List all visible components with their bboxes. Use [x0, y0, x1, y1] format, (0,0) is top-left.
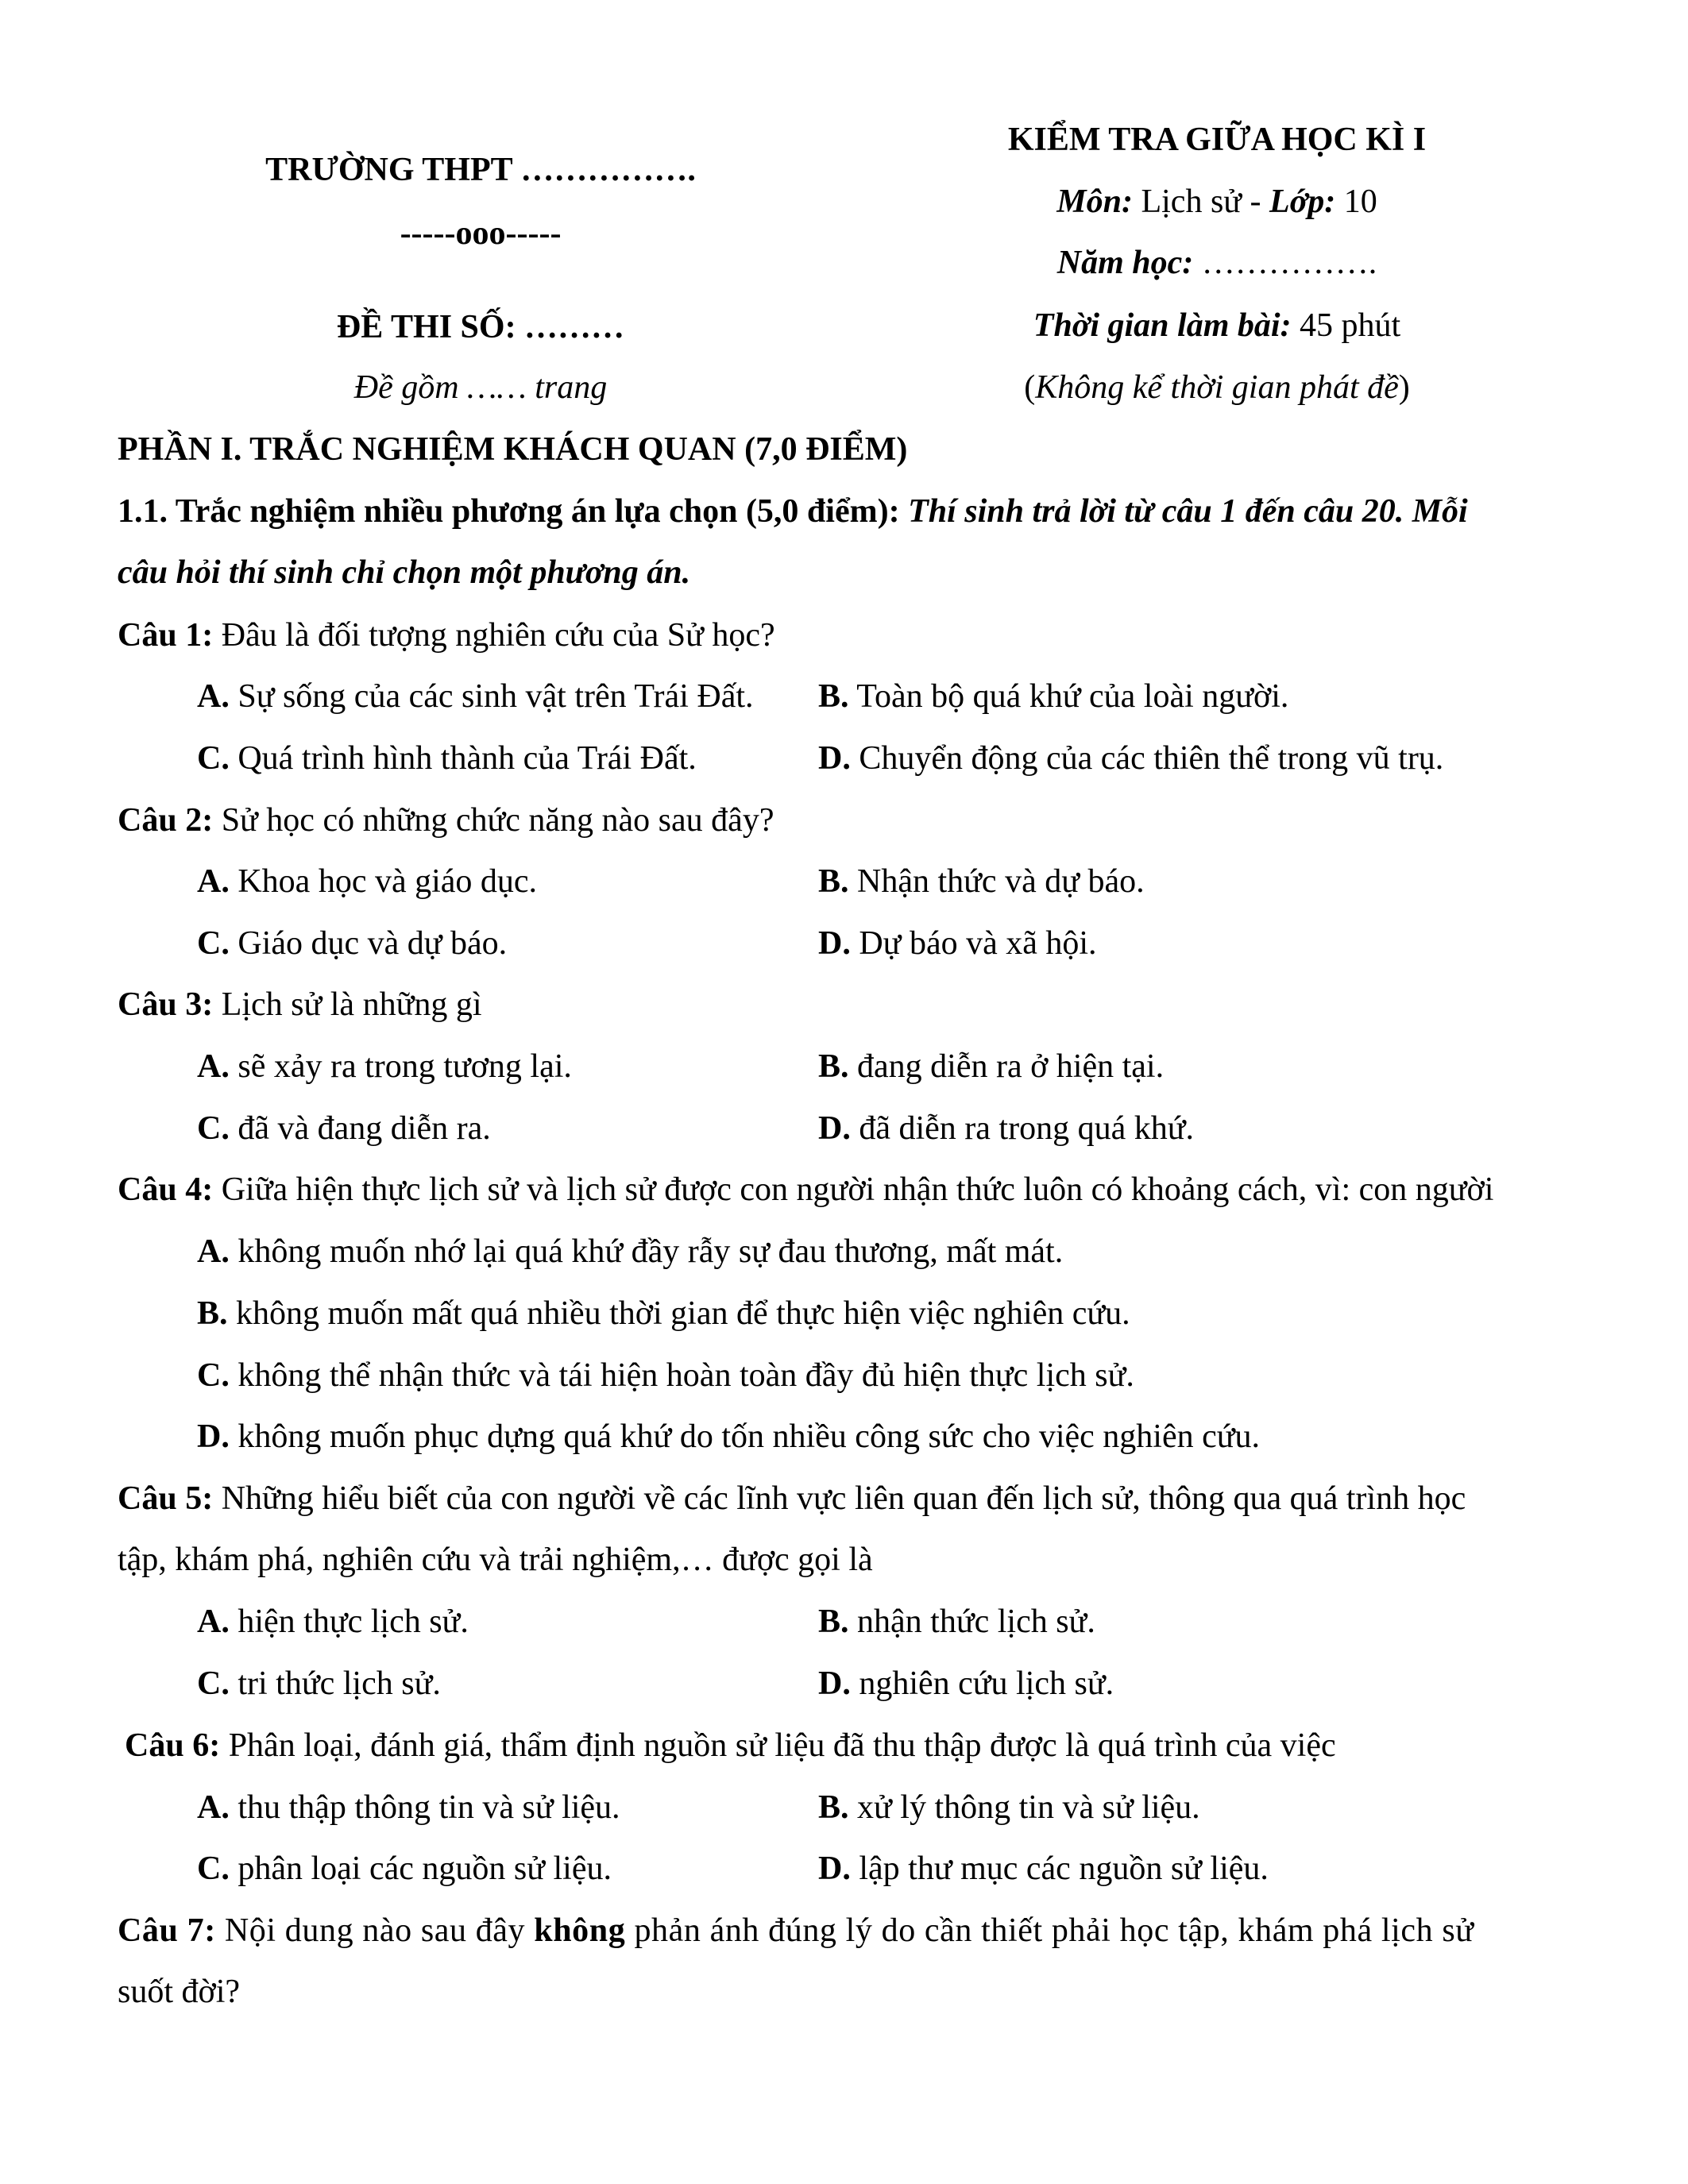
question-2-option-c: C. Giáo dục và dự báo.	[197, 925, 508, 962]
question-5: Câu 5: Những hiểu biết của con người về các lĩnh vực liên quan đến lịch sử, thông qua quá trình học	[118, 1480, 1466, 1517]
question-3-option-b: B. đang diễn ra ở hiện tại.	[818, 1048, 1165, 1085]
question-1-option-c: C. Quá trình hình thành của Trái Đất.	[197, 740, 697, 777]
question-4-option-d: D. không muốn phục dựng quá khứ do tốn nhiều công sức cho việc nghiên cứu.	[197, 1418, 1261, 1455]
subject-line: Môn: Lịch sử - Lớp: 10	[1056, 183, 1377, 220]
question-1-option-a: A. Sự sống của các sinh vật trên Trái Đất.	[197, 678, 754, 715]
question-6: Câu 6: Phân loại, đánh giá, thẩm định nguồn sử liệu đã thu thập được là quá trình của việc	[125, 1727, 1336, 1764]
section-heading: 1.1. Trắc nghiệm nhiều phương án lựa chọn (5,0 điểm): Thí sinh trả lời từ câu 1 đến câu 20. Mỗi	[118, 493, 1468, 530]
question-4-option-a: A. không muốn nhớ lại quá khứ đầy rẫy sự đau thương, mất mát.	[197, 1233, 1064, 1270]
question-1: Câu 1: Đâu là đối tượng nghiên cứu của Sử học?	[118, 617, 775, 654]
exam-code: ĐỀ THI SỐ: ………	[336, 309, 625, 345]
exam-title: KIỂM TRA GIỮA HỌC KÌ I	[1007, 122, 1427, 158]
question-6-option-a: A. thu thập thông tin và sử liệu.	[197, 1789, 620, 1826]
question-1-option-b: B. Toàn bộ quá khứ của loài người.	[818, 678, 1289, 715]
part1-title: PHẦN I. TRẮC NGHIỆM KHÁCH QUAN (7,0 ĐIỂM)	[118, 431, 908, 468]
pages-note: Đề gồm …… trang	[353, 369, 608, 406]
question-3-option-c: C. đã và đang diễn ra.	[197, 1110, 491, 1147]
question-6-option-d: D. lập thư mục các nguồn sử liệu.	[818, 1850, 1269, 1887]
question-6-option-b: B. xử lý thông tin và sử liệu.	[818, 1789, 1200, 1826]
time-note: (Không kể thời gian phát đề)	[1024, 369, 1410, 406]
question-2: Câu 2: Sử học có những chức năng nào sau đây?	[118, 802, 774, 839]
question-4-option-b: B. không muốn mất quá nhiều thời gian để thực hiện việc nghiên cứu.	[197, 1295, 1130, 1332]
question-4-option-c: C. không thể nhận thức và tái hiện hoàn toàn đầy đủ hiện thực lịch sử.	[197, 1357, 1134, 1394]
question-3-option-a: A. sẽ xảy ra trong tương lại.	[197, 1048, 572, 1085]
question-3-option-d: D. đã diễn ra trong quá khứ.	[818, 1110, 1194, 1147]
question-5-option-a: A. hiện thực lịch sử.	[197, 1603, 469, 1640]
question-2-option-d: D. Dự báo và xã hội.	[818, 925, 1097, 962]
school-year: Năm học: …………….	[1056, 245, 1377, 281]
question-3: Câu 3: Lịch sử là những gì	[118, 986, 482, 1023]
question-6-option-c: C. phân loại các nguồn sử liệu.	[197, 1850, 612, 1887]
question-5-option-c: C. tri thức lịch sử.	[197, 1665, 441, 1702]
section-instruction: câu hỏi thí sinh chỉ chọn một phương án.	[118, 554, 691, 591]
question-2-option-b: B. Nhận thức và dự báo.	[818, 863, 1145, 900]
header-separator: -----ooo-----	[400, 215, 562, 252]
school-name: TRƯỜNG THPT …………….	[265, 152, 696, 188]
question-5-option-b: B. nhận thức lịch sử.	[818, 1603, 1095, 1640]
question-1-option-d: D. Chuyển động của các thiên thể trong vũ trụ.	[818, 740, 1444, 777]
question-4: Câu 4: Giữa hiện thực lịch sử và lịch sử được con người nhận thức luôn có khoảng cách, vì: con người	[118, 1171, 1494, 1208]
question-5-option-d: D. nghiên cứu lịch sử.	[818, 1665, 1114, 1702]
question-7-continued: suốt đời?	[118, 1974, 241, 2010]
question-5-continued: tập, khám phá, nghiên cứu và trải nghiệm,… được gọi là	[118, 1542, 873, 1578]
time-limit: Thời gian làm bài: 45 phút	[1033, 307, 1401, 344]
question-7: Câu 7: Nội dung nào sau đây không phản ánh đúng lý do cần thiết phải học tập, khám phá lịch sử	[118, 1912, 1474, 1949]
question-2-option-a: A. Khoa học và giáo dục.	[197, 863, 538, 900]
